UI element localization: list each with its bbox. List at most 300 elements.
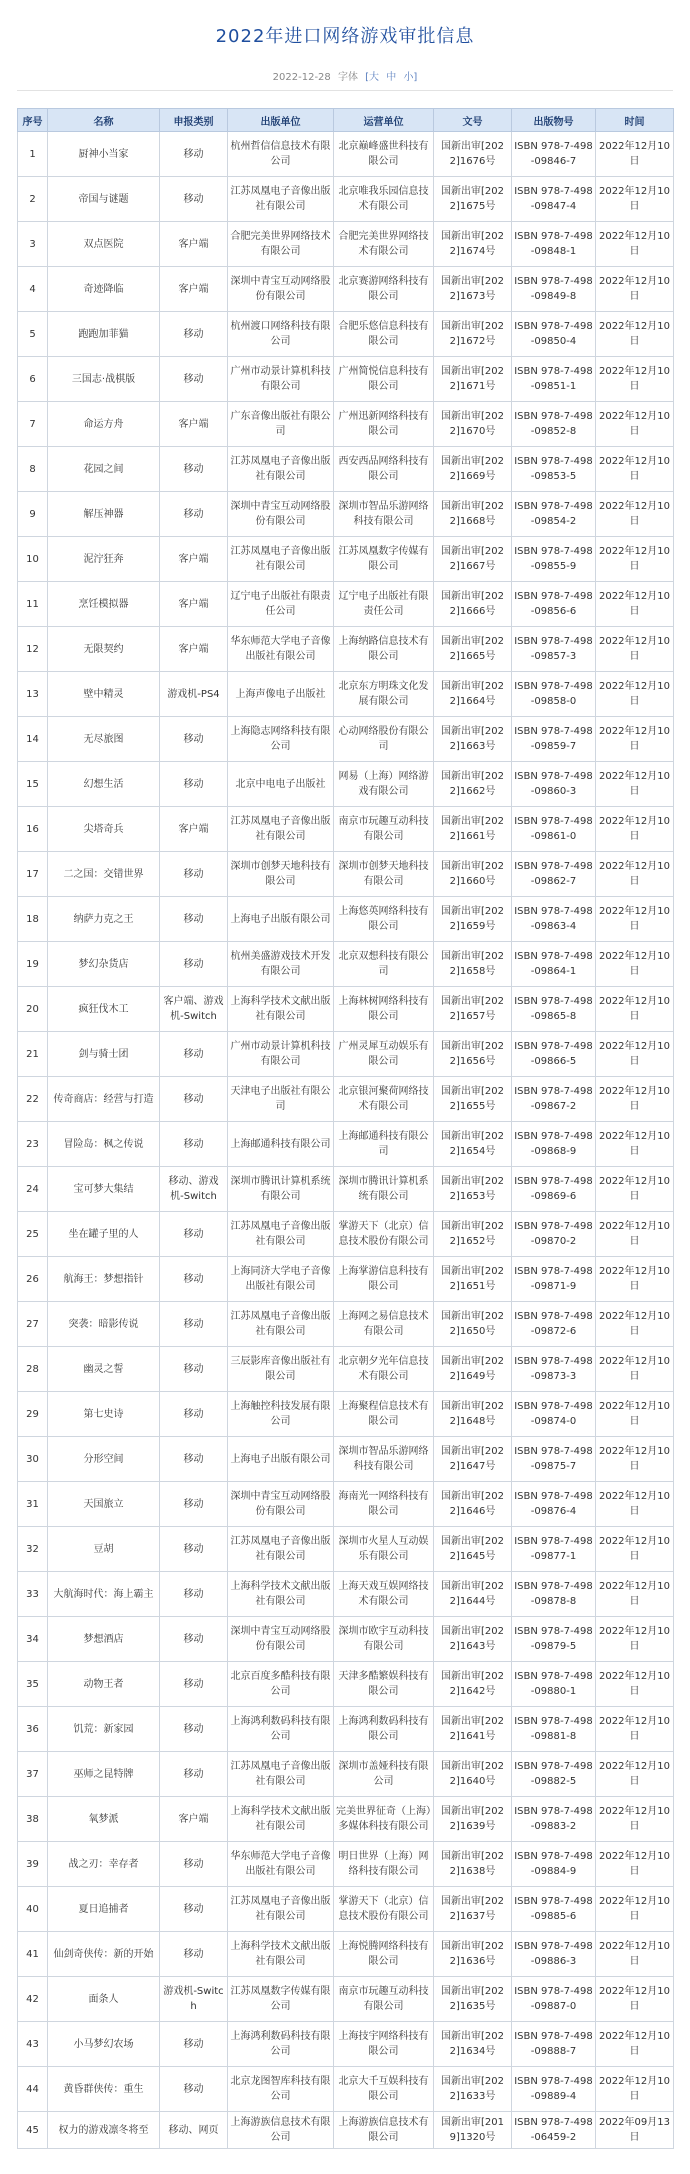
cell-index: 32 xyxy=(18,1527,48,1572)
cell-isbn: ISBN 978-7-498-09859-7 xyxy=(512,717,596,762)
cell-isbn: ISBN 978-7-498-09879-5 xyxy=(512,1617,596,1662)
cell-index: 42 xyxy=(18,1977,48,2022)
cell-publisher: 杭州渡口网络科技有限公司 xyxy=(228,312,334,357)
cell-publisher: 江苏凤凰电子音像出版社有限公司 xyxy=(228,1752,334,1797)
table-row xyxy=(18,987,674,1032)
cell-publisher: 深圳中青宝互动网络股份有限公司 xyxy=(228,1482,334,1527)
cell-isbn: ISBN 978-7-498-09866-5 xyxy=(512,1032,596,1077)
cell-operator: 上海掌游信息科技有限公司 xyxy=(334,1257,434,1302)
cell-name: 烹饪模拟器 xyxy=(48,582,160,627)
cell-category: 移动 xyxy=(160,2022,228,2067)
cell-date: 2022年12月10日 xyxy=(596,1482,674,1527)
header-name: 名称 xyxy=(48,109,160,132)
cell-category: 移动 xyxy=(160,1707,228,1752)
cell-name: 权力的游戏凛冬将至 xyxy=(48,2112,160,2149)
cell-document-no: 国新出审[2022]1667号 xyxy=(434,537,512,582)
font-size-medium-link[interactable]: 中 xyxy=(386,72,397,83)
cell-index: 28 xyxy=(18,1347,48,1392)
cell-name: 航海王：梦想指针 xyxy=(48,1257,160,1302)
cell-date: 2022年12月10日 xyxy=(596,717,674,762)
cell-document-no: 国新出审[2022]1645号 xyxy=(434,1527,512,1572)
header-isbn: 出版物号 xyxy=(512,109,596,132)
cell-document-no: 国新出审[2022]1665号 xyxy=(434,627,512,672)
cell-category: 客户端 xyxy=(160,1797,228,1842)
header-publisher: 出版单位 xyxy=(228,109,334,132)
cell-operator: 北京朝夕光年信息技术有限公司 xyxy=(334,1347,434,1392)
cell-publisher: 华东师范大学电子音像出版社有限公司 xyxy=(228,1842,334,1887)
table-row xyxy=(18,1437,674,1482)
cell-document-no: 国新出审[2022]1675号 xyxy=(434,177,512,222)
table-row xyxy=(18,1392,674,1437)
table-row xyxy=(18,2022,674,2067)
cell-operator: 深圳市盖娅科技有限公司 xyxy=(334,1752,434,1797)
cell-index: 44 xyxy=(18,2067,48,2112)
cell-publisher: 江苏凤凰电子音像出版社有限公司 xyxy=(228,1212,334,1257)
cell-operator: 上海技宇网络科技有限公司 xyxy=(334,2022,434,2067)
cell-isbn: ISBN 978-7-498-09876-4 xyxy=(512,1482,596,1527)
table-row xyxy=(18,2112,674,2149)
cell-isbn: ISBN 978-7-498-09871-9 xyxy=(512,1257,596,1302)
cell-operator: 上海鸿利数码科技有限公司 xyxy=(334,1707,434,1752)
cell-index: 18 xyxy=(18,897,48,942)
cell-operator: 合肥完美世界网络技术有限公司 xyxy=(334,222,434,267)
cell-isbn: ISBN 978-7-498-09865-8 xyxy=(512,987,596,1032)
cell-publisher: 广州市动景计算机科技有限公司 xyxy=(228,1032,334,1077)
title-divider xyxy=(17,90,673,91)
cell-operator: 网易（上海）网络游戏有限公司 xyxy=(334,762,434,807)
cell-category: 移动 xyxy=(160,492,228,537)
cell-isbn: ISBN 978-7-498-09874-0 xyxy=(512,1392,596,1437)
cell-date: 2022年12月10日 xyxy=(596,132,674,177)
table-row xyxy=(18,222,674,267)
cell-operator: 掌游天下（北京）信息技术股份有限公司 xyxy=(334,1887,434,1932)
cell-operator: 广州简悦信息科技有限公司 xyxy=(334,357,434,402)
cell-publisher: 三辰影库音像出版社有限公司 xyxy=(228,1347,334,1392)
cell-operator: 辽宁电子出版社有限责任公司 xyxy=(334,582,434,627)
cell-category: 移动 xyxy=(160,762,228,807)
cell-name: 厨神小当家 xyxy=(48,132,160,177)
cell-category: 移动 xyxy=(160,1617,228,1662)
cell-date: 2022年12月10日 xyxy=(596,987,674,1032)
cell-operator: 心动网络股份有限公司 xyxy=(334,717,434,762)
cell-category: 移动 xyxy=(160,1662,228,1707)
cell-index: 37 xyxy=(18,1752,48,1797)
cell-publisher: 上海电子出版有限公司 xyxy=(228,897,334,942)
table-row xyxy=(18,312,674,357)
table-row xyxy=(18,1977,674,2022)
cell-date: 2022年12月10日 xyxy=(596,2067,674,2112)
cell-operator: 上海纳路信息技术有限公司 xyxy=(334,627,434,672)
cell-name: 疯狂伐木工 xyxy=(48,987,160,1032)
cell-isbn: ISBN 978-7-498-09880-1 xyxy=(512,1662,596,1707)
table-row xyxy=(18,672,674,717)
table-row xyxy=(18,1347,674,1392)
cell-index: 21 xyxy=(18,1032,48,1077)
cell-category: 游戏机-PS4 xyxy=(160,672,228,717)
cell-date: 2022年12月10日 xyxy=(596,1707,674,1752)
cell-date: 2022年12月10日 xyxy=(596,1212,674,1257)
cell-publisher: 上海科学技术文献出版社有限公司 xyxy=(228,987,334,1032)
cell-operator: 北京巅峰盛世科技有限公司 xyxy=(334,132,434,177)
cell-operator: 北京东方明珠文化发展有限公司 xyxy=(334,672,434,717)
table-row xyxy=(18,1527,674,1572)
cell-publisher: 杭州哲信信息技术有限公司 xyxy=(228,132,334,177)
cell-index: 20 xyxy=(18,987,48,1032)
cell-isbn: ISBN 978-7-498-09875-7 xyxy=(512,1437,596,1482)
cell-publisher: 江苏凤凰电子音像出版社有限公司 xyxy=(228,447,334,492)
table-row xyxy=(18,447,674,492)
cell-document-no: 国新出审[2022]1663号 xyxy=(434,717,512,762)
cell-document-no: 国新出审[2022]1664号 xyxy=(434,672,512,717)
cell-document-no: 国新出审[2022]1651号 xyxy=(434,1257,512,1302)
table-row xyxy=(18,357,674,402)
cell-isbn: ISBN 978-7-498-09855-9 xyxy=(512,537,596,582)
article-meta xyxy=(0,68,690,83)
cell-category: 移动 xyxy=(160,1752,228,1797)
cell-name: 饥荒：新家园 xyxy=(48,1707,160,1752)
cell-publisher: 上海同济大学电子音像出版社有限公司 xyxy=(228,1257,334,1302)
cell-operator: 上海游族信息技术有限公司 xyxy=(334,2112,434,2149)
cell-date: 2022年09月13日 xyxy=(596,2112,674,2149)
cell-document-no: 国新出审[2022]1641号 xyxy=(434,1707,512,1752)
cell-date: 2022年12月10日 xyxy=(596,2022,674,2067)
cell-publisher: 江苏凤凰数字传媒有限公司 xyxy=(228,1977,334,2022)
cell-date: 2022年12月10日 xyxy=(596,1842,674,1887)
cell-operator: 海南光一网络科技有限公司 xyxy=(334,1482,434,1527)
cell-category: 移动、游戏机-Switch xyxy=(160,1167,228,1212)
cell-date: 2022年12月10日 xyxy=(596,1302,674,1347)
cell-name: 尖塔奇兵 xyxy=(48,807,160,852)
cell-publisher: 深圳中青宝互动网络股份有限公司 xyxy=(228,267,334,312)
cell-document-no: 国新出审[2022]1640号 xyxy=(434,1752,512,1797)
cell-date: 2022年12月10日 xyxy=(596,1392,674,1437)
cell-name: 坐在罐子里的人 xyxy=(48,1212,160,1257)
cell-publisher: 江苏凤凰电子音像出版社有限公司 xyxy=(228,1887,334,1932)
cell-document-no: 国新出审[2022]1658号 xyxy=(434,942,512,987)
cell-category: 移动 xyxy=(160,1347,228,1392)
table-row xyxy=(18,1842,674,1887)
cell-operator: 广州灵犀互动娱乐有限公司 xyxy=(334,1032,434,1077)
cell-date: 2022年12月10日 xyxy=(596,762,674,807)
cell-date: 2022年12月10日 xyxy=(596,492,674,537)
cell-category: 移动 xyxy=(160,2067,228,2112)
cell-operator: 天津多酷繁娱科技有限公司 xyxy=(334,1662,434,1707)
cell-name: 传奇商店：经营与打造 xyxy=(48,1077,160,1122)
cell-index: 36 xyxy=(18,1707,48,1752)
cell-isbn: ISBN 978-7-498-09847-4 xyxy=(512,177,596,222)
cell-name: 幽灵之誓 xyxy=(48,1347,160,1392)
cell-date: 2022年12月10日 xyxy=(596,267,674,312)
cell-index: 39 xyxy=(18,1842,48,1887)
cell-isbn: ISBN 978-7-498-09883-2 xyxy=(512,1797,596,1842)
cell-document-no: 国新出审[2022]1670号 xyxy=(434,402,512,447)
cell-date: 2022年12月10日 xyxy=(596,1032,674,1077)
cell-index: 16 xyxy=(18,807,48,852)
cell-document-no: 国新出审[2022]1636号 xyxy=(434,1932,512,1977)
cell-category: 移动 xyxy=(160,132,228,177)
cell-operator: 深圳市智品乐游网络科技有限公司 xyxy=(334,492,434,537)
cell-name: 无尽旅图 xyxy=(48,717,160,762)
cell-index: 19 xyxy=(18,942,48,987)
cell-publisher: 广州市动景计算机科技有限公司 xyxy=(228,357,334,402)
cell-name: 冒险岛：枫之传说 xyxy=(48,1122,160,1167)
cell-category: 客户端 xyxy=(160,537,228,582)
cell-document-no: 国新出审[2022]1643号 xyxy=(434,1617,512,1662)
cell-name: 豆胡 xyxy=(48,1527,160,1572)
cell-category: 移动 xyxy=(160,1932,228,1977)
cell-index: 13 xyxy=(18,672,48,717)
cell-name: 无限契约 xyxy=(48,627,160,672)
table-header-row xyxy=(18,109,674,132)
cell-name: 二之国：交错世界 xyxy=(48,852,160,897)
cell-operator: 上海悦腾网络科技有限公司 xyxy=(334,1932,434,1977)
table-row xyxy=(18,132,674,177)
cell-index: 26 xyxy=(18,1257,48,1302)
cell-operator: 北京双想科技有限公司 xyxy=(334,942,434,987)
cell-name: 仙剑奇侠传：新的开始 xyxy=(48,1932,160,1977)
cell-date: 2022年12月10日 xyxy=(596,222,674,267)
cell-publisher: 上海触控科技发展有限公司 xyxy=(228,1392,334,1437)
cell-name: 幻想生活 xyxy=(48,762,160,807)
table-row xyxy=(18,807,674,852)
cell-name: 纳萨力克之王 xyxy=(48,897,160,942)
header-date: 时间 xyxy=(596,109,674,132)
cell-publisher: 上海邮通科技有限公司 xyxy=(228,1122,334,1167)
font-size-label: 字体 xyxy=(337,72,358,83)
cell-name: 小马梦幻农场 xyxy=(48,2022,160,2067)
cell-publisher: 上海声像电子出版社 xyxy=(228,672,334,717)
cell-index: 14 xyxy=(18,717,48,762)
cell-date: 2022年12月10日 xyxy=(596,1122,674,1167)
cell-publisher: 江苏凤凰电子音像出版社有限公司 xyxy=(228,177,334,222)
cell-document-no: 国新出审[2022]1654号 xyxy=(434,1122,512,1167)
cell-date: 2022年12月10日 xyxy=(596,807,674,852)
cell-isbn: ISBN 978-7-498-09857-3 xyxy=(512,627,596,672)
cell-date: 2022年12月10日 xyxy=(596,447,674,492)
cell-publisher: 上海鸿利数码科技有限公司 xyxy=(228,2022,334,2067)
cell-publisher: 北京龙图智库科技有限公司 xyxy=(228,2067,334,2112)
cell-isbn: ISBN 978-7-498-09867-2 xyxy=(512,1077,596,1122)
cell-date: 2022年12月10日 xyxy=(596,1932,674,1977)
cell-index: 22 xyxy=(18,1077,48,1122)
cell-date: 2022年12月10日 xyxy=(596,177,674,222)
table-row xyxy=(18,1617,674,1662)
table-row xyxy=(18,1932,674,1977)
cell-index: 24 xyxy=(18,1167,48,1212)
table-row xyxy=(18,1707,674,1752)
cell-date: 2022年12月10日 xyxy=(596,1572,674,1617)
cell-document-no: 国新出审[2022]1666号 xyxy=(434,582,512,627)
cell-date: 2022年12月10日 xyxy=(596,942,674,987)
cell-publisher: 上海科学技术文献出版社有限公司 xyxy=(228,1797,334,1842)
cell-category: 移动 xyxy=(160,357,228,402)
cell-document-no: 国新出审[2022]1638号 xyxy=(434,1842,512,1887)
cell-operator: 上海邮通科技有限公司 xyxy=(334,1122,434,1167)
cell-name: 巫师之昆特牌 xyxy=(48,1752,160,1797)
cell-operator: 北京大千互娱科技有限公司 xyxy=(334,2067,434,2112)
cell-operator: 深圳市创梦天地科技有限公司 xyxy=(334,852,434,897)
table-row xyxy=(18,1032,674,1077)
table-row xyxy=(18,402,674,447)
cell-operator: 上海网之易信息技术有限公司 xyxy=(334,1302,434,1347)
cell-index: 2 xyxy=(18,177,48,222)
cell-category: 移动 xyxy=(160,1482,228,1527)
cell-date: 2022年12月10日 xyxy=(596,1167,674,1212)
cell-document-no: 国新出审[2022]1633号 xyxy=(434,2067,512,2112)
cell-index: 3 xyxy=(18,222,48,267)
cell-index: 40 xyxy=(18,1887,48,1932)
cell-name: 帝国与谜题 xyxy=(48,177,160,222)
cell-index: 17 xyxy=(18,852,48,897)
cell-index: 7 xyxy=(18,402,48,447)
cell-publisher: 深圳中青宝互动网络股份有限公司 xyxy=(228,492,334,537)
cell-isbn: ISBN 978-7-498-09861-0 xyxy=(512,807,596,852)
cell-isbn: ISBN 978-7-498-09870-2 xyxy=(512,1212,596,1257)
cell-name: 宝可梦大集结 xyxy=(48,1167,160,1212)
cell-isbn: ISBN 978-7-498-06459-2 xyxy=(512,2112,596,2149)
cell-operator: 北京唯我乐园信息技术有限公司 xyxy=(334,177,434,222)
cell-category: 移动 xyxy=(160,1302,228,1347)
cell-category: 移动 xyxy=(160,1437,228,1482)
table-row xyxy=(18,1077,674,1122)
cell-index: 41 xyxy=(18,1932,48,1977)
cell-category: 客户端 xyxy=(160,267,228,312)
font-size-large-link[interactable]: [大 xyxy=(365,72,380,83)
cell-operator: 深圳市腾讯计算机系统有限公司 xyxy=(334,1167,434,1212)
cell-document-no: 国新出审[2022]1646号 xyxy=(434,1482,512,1527)
cell-isbn: ISBN 978-7-498-09862-7 xyxy=(512,852,596,897)
cell-date: 2022年12月10日 xyxy=(596,1977,674,2022)
cell-publisher: 深圳市创梦天地科技有限公司 xyxy=(228,852,334,897)
cell-publisher: 华东师范大学电子音像出版社有限公司 xyxy=(228,627,334,672)
publish-date: 2022-12-28 xyxy=(272,72,331,83)
cell-publisher: 杭州美盛游戏技术开发有限公司 xyxy=(228,942,334,987)
cell-document-no: 国新出审[2022]1648号 xyxy=(434,1392,512,1437)
table-row xyxy=(18,852,674,897)
font-size-small-link[interactable]: 小] xyxy=(403,72,418,83)
cell-operator: 广州迅新网络科技有限公司 xyxy=(334,402,434,447)
cell-name: 双点医院 xyxy=(48,222,160,267)
header-document-no: 文号 xyxy=(434,109,512,132)
cell-name: 突袭：暗影传说 xyxy=(48,1302,160,1347)
cell-category: 移动 xyxy=(160,1032,228,1077)
cell-document-no: 国新出审[2022]1657号 xyxy=(434,987,512,1032)
table-row xyxy=(18,1887,674,1932)
cell-publisher: 辽宁电子出版社有限责任公司 xyxy=(228,582,334,627)
cell-publisher: 江苏凤凰电子音像出版社有限公司 xyxy=(228,1302,334,1347)
cell-category: 移动 xyxy=(160,447,228,492)
cell-document-no: 国新出审[2022]1649号 xyxy=(434,1347,512,1392)
cell-date: 2022年12月10日 xyxy=(596,897,674,942)
table-row xyxy=(18,177,674,222)
cell-category: 移动 xyxy=(160,1257,228,1302)
cell-isbn: ISBN 978-7-498-09886-3 xyxy=(512,1932,596,1977)
table-row xyxy=(18,762,674,807)
cell-operator: 北京赛游网络科技有限公司 xyxy=(334,267,434,312)
cell-operator: 江苏凤凰数字传媒有限公司 xyxy=(334,537,434,582)
cell-index: 23 xyxy=(18,1122,48,1167)
cell-document-no: 国新出审[2022]1673号 xyxy=(434,267,512,312)
cell-isbn: ISBN 978-7-498-09850-4 xyxy=(512,312,596,357)
table-row xyxy=(18,2067,674,2112)
cell-category: 客户端 xyxy=(160,582,228,627)
cell-publisher: 江苏凤凰电子音像出版社有限公司 xyxy=(228,537,334,582)
cell-index: 10 xyxy=(18,537,48,582)
cell-category: 移动 xyxy=(160,897,228,942)
cell-publisher: 上海科学技术文献出版社有限公司 xyxy=(228,1932,334,1977)
cell-isbn: ISBN 978-7-498-09848-1 xyxy=(512,222,596,267)
cell-category: 移动 xyxy=(160,177,228,222)
cell-publisher: 江苏凤凰电子音像出版社有限公司 xyxy=(228,1527,334,1572)
cell-category: 移动 xyxy=(160,942,228,987)
cell-document-no: 国新出审[2022]1676号 xyxy=(434,132,512,177)
cell-date: 2022年12月10日 xyxy=(596,1437,674,1482)
cell-document-no: 国新出审[2022]1637号 xyxy=(434,1887,512,1932)
cell-document-no: 国新出审[2022]1656号 xyxy=(434,1032,512,1077)
cell-publisher: 北京百度多酷科技有限公司 xyxy=(228,1662,334,1707)
cell-index: 29 xyxy=(18,1392,48,1437)
cell-category: 移动 xyxy=(160,1572,228,1617)
cell-date: 2022年12月10日 xyxy=(596,1077,674,1122)
table-row xyxy=(18,627,674,672)
cell-index: 45 xyxy=(18,2112,48,2149)
cell-index: 25 xyxy=(18,1212,48,1257)
cell-index: 35 xyxy=(18,1662,48,1707)
table-row xyxy=(18,1257,674,1302)
cell-date: 2022年12月10日 xyxy=(596,1347,674,1392)
table-row xyxy=(18,1572,674,1617)
cell-document-no: 国新出审[2022]1650号 xyxy=(434,1302,512,1347)
cell-date: 2022年12月10日 xyxy=(596,1797,674,1842)
cell-category: 客户端、游戏机-Switch xyxy=(160,987,228,1032)
cell-isbn: ISBN 978-7-498-09853-5 xyxy=(512,447,596,492)
cell-document-no: 国新出审[2022]1639号 xyxy=(434,1797,512,1842)
cell-isbn: ISBN 978-7-498-09885-6 xyxy=(512,1887,596,1932)
cell-isbn: ISBN 978-7-498-09869-6 xyxy=(512,1167,596,1212)
cell-isbn: ISBN 978-7-498-09889-4 xyxy=(512,2067,596,2112)
cell-operator: 掌游天下（北京）信息技术股份有限公司 xyxy=(334,1212,434,1257)
cell-index: 6 xyxy=(18,357,48,402)
cell-publisher: 合肥完美世界网络技术有限公司 xyxy=(228,222,334,267)
cell-name: 命运方舟 xyxy=(48,402,160,447)
cell-isbn: ISBN 978-7-498-09863-4 xyxy=(512,897,596,942)
cell-index: 11 xyxy=(18,582,48,627)
cell-category: 游戏机-Switch xyxy=(160,1977,228,2022)
approval-table xyxy=(17,108,674,2149)
cell-operator: 明日世界（上海）网络科技有限公司 xyxy=(334,1842,434,1887)
cell-publisher: 上海科学技术文献出版社有限公司 xyxy=(228,1572,334,1617)
cell-index: 4 xyxy=(18,267,48,312)
cell-isbn: ISBN 978-7-498-09846-7 xyxy=(512,132,596,177)
cell-date: 2022年12月10日 xyxy=(596,402,674,447)
cell-name: 奇迹降临 xyxy=(48,267,160,312)
cell-name: 大航海时代：海上霸主 xyxy=(48,1572,160,1617)
header-operator: 运营单位 xyxy=(334,109,434,132)
cell-date: 2022年12月10日 xyxy=(596,672,674,717)
cell-document-no: 国新出审[2022]1644号 xyxy=(434,1572,512,1617)
cell-isbn: ISBN 978-7-498-09877-1 xyxy=(512,1527,596,1572)
cell-isbn: ISBN 978-7-498-09887-0 xyxy=(512,1977,596,2022)
page-title: 2022年进口网络游戏审批信息 xyxy=(215,26,475,47)
cell-category: 移动 xyxy=(160,1842,228,1887)
cell-name: 三国志·战棋版 xyxy=(48,357,160,402)
cell-name: 解压神器 xyxy=(48,492,160,537)
cell-date: 2022年12月10日 xyxy=(596,1752,674,1797)
cell-index: 15 xyxy=(18,762,48,807)
cell-category: 移动 xyxy=(160,852,228,897)
cell-isbn: ISBN 978-7-498-09860-3 xyxy=(512,762,596,807)
table-row xyxy=(18,582,674,627)
